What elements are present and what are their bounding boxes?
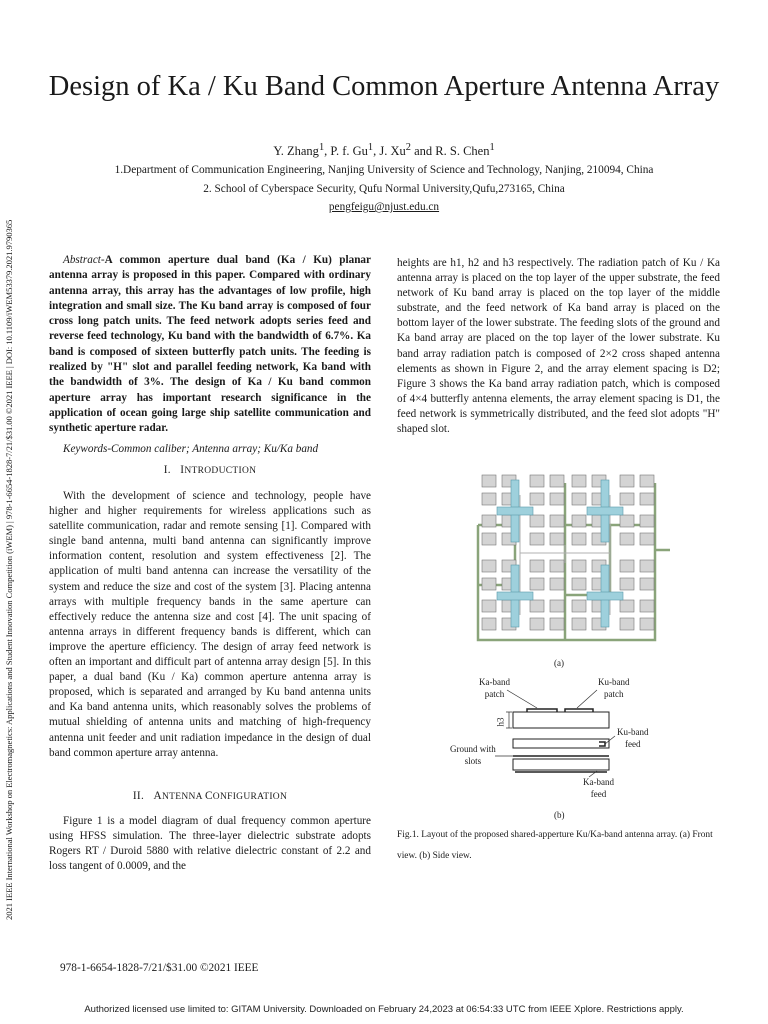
ka-butterfly-element [620, 533, 634, 545]
ka-butterfly-element [530, 515, 544, 527]
ka-butterfly-element [530, 533, 544, 545]
ka-butterfly-element [572, 493, 586, 505]
ka-butterfly-element [640, 493, 654, 505]
ka-butterfly-element [572, 515, 586, 527]
configuration-paragraph-right: heights are h1, h2 and h3 respectively. The radiation patch of Ku / Ka antenna array is placed on the top layer of the upper substrate, the feed network of Ku band array is placed on the top layer of the middle substrate, and the feed network of Ka band array is placed on the bottom layer of the lower substrate. The feeding slots of the ground and Ka band array are placed on the top layer of the lower substrate. Ku band array radiation patch is composed of 2×2 cross shaped antenna elements as shown in Figure 2, and the array element spacing is D2; Figure 3 shows the Ka band array radiation patch, which is composed of 4×4 butterfly antenna elements, the array element spacing is D1, the feed network is symmetrically distributed, and the feed slot adopts "H" shaped slot. [397, 257, 720, 436]
ka-patch-leader [507, 690, 537, 708]
ka-butterfly-element [640, 475, 654, 487]
figure-label-b: (b) [554, 810, 565, 820]
ka-butterfly-element [620, 600, 634, 612]
figure-caption: Fig.1. Layout of the proposed shared-apperture Ku/Ka-band antenna array. (a) Front view. (b) Side view. [397, 830, 713, 861]
ka-butterfly-element [620, 578, 634, 590]
ku-cross-patch [497, 592, 533, 600]
ka-butterfly-element [550, 475, 564, 487]
ka-butterfly-element [572, 475, 586, 487]
author-list: Y. Zhang$^1$, P. f. Gu$^1$, J. Xu$^2$ and R. S. Chen$^1$ [273, 142, 495, 159]
lower-substrate [513, 759, 609, 770]
ka-butterfly-element [550, 515, 564, 527]
ka-butterfly-element [640, 578, 654, 590]
figure-front-view [470, 465, 670, 650]
ka-butterfly-element [550, 578, 564, 590]
ka-butterfly-element [530, 493, 544, 505]
author-email[interactable]: pengfeigu@njust.edu.cn [328, 201, 440, 213]
upper-substrate [513, 712, 609, 728]
ka-butterfly-element [482, 533, 496, 545]
ka-butterfly-element [530, 600, 544, 612]
ka-butterfly-element [620, 493, 634, 505]
introduction-paragraph: With the development of science and technology, people have higher and higher requirements for wireless applications such as satellite communication, radar and remote sensing [1]. Compared with single band antenna, multi band antenna can significantly improve information content, resolution and system effectiveness [2]. The application of multi band antenna can increase the versatility of the system and reduce the size and cost of the system [3]. Placing antenna arrays with multiple frequency bands in the same aperture can effectively reduce the antenna size and cost [4]. The unit spacing of antenna arrays in different frequency bands is different, which can improve the aperture efficiency. The design of array feed network is often an important and difficult part of antenna array design [5]. In this paper, a dual band (Ku / Ka) common aperture antenna array is proposed, which is separated and arranged by Ku band antenna units and Ka band antenna units, which reasonably solves the problems of mutual shielding of antenna units and matching of high-frequency antenna unit feeder and unit radiation impedance in the design of dual band common aperture array antenna. [49, 490, 371, 759]
abstract-lead: Abstract- [63, 254, 105, 266]
affiliation-1: 1.Department of Communication Engineering, Nanjing University of Science and Technology, Nanjing, 210094, China [114, 164, 654, 176]
ka-butterfly-element [640, 533, 654, 545]
ka-butterfly-element [572, 560, 586, 572]
ka-butterfly-element [572, 600, 586, 612]
ka-butterfly-element [530, 475, 544, 487]
keywords: Keywords-Common caliber; Antenna array; Ku/Ka band [63, 443, 319, 455]
ka-butterfly-element [482, 475, 496, 487]
ka-butterfly-element [640, 600, 654, 612]
author-name: R. S. Chen [435, 144, 490, 159]
ka-butterfly-element [640, 560, 654, 572]
section-heading-antenna-configuration: II. ANTENNA CONFIGURATION [132, 790, 288, 802]
abstract [49, 253, 371, 437]
label-ground-with-slots: Ground with slots [450, 744, 496, 766]
h3-dimension [506, 712, 512, 728]
ku-cross-patch [497, 507, 533, 515]
ku-patch-leader [577, 690, 597, 708]
ka-butterfly-element [620, 515, 634, 527]
side-banner-text: 2021 IEEE International Workshop on Electromagnetics: Applications and Student Innovation Competition (iWEM) | 978-1-6654-1828-7/21/$31.00 ©2021 IEEE | DOI: 10.1109/iWEM53379.2021.9790365 [4, 219, 14, 920]
ka-butterfly-element [482, 578, 496, 590]
ka-butterfly-element [640, 515, 654, 527]
ka-butterfly-element [620, 560, 634, 572]
paper-title: Design of Ka / Ku Band Common Aperture Antenna Array [48, 71, 720, 102]
ku-cross-patch [587, 592, 623, 600]
label-ka-band-feed: Ka-band feed [583, 777, 614, 799]
ka-butterfly-element [620, 475, 634, 487]
ka-butterfly-element [482, 618, 496, 630]
abstract-body: A common aperture dual band (Ka / Ku) planar antenna array is proposed in this paper. Compared with ordinary antenna array, this array has the advantages of low profile, high integration and small size. The Ku band array is composed of four cross long patch units. The feed network adopts series feed and reverse feed technology, Ku band with the bandwidth of 6.7%. Ka band is composed of sixteen butterfly patch units. The feeding is realized by "H" slot and parallel feeding network, Ka band with the bandwidth of 3%. The design of Ka / Ku band common aperture array has important research significance in the application of ocean going large ship satellite communication and synthetic aperture radar. [49, 254, 371, 435]
ka-butterfly-element [550, 533, 564, 545]
middle-substrate [513, 739, 609, 748]
ka-butterfly-element [572, 578, 586, 590]
ka-butterfly-element [620, 618, 634, 630]
author-name: J. Xu [379, 144, 406, 159]
ka-butterfly-element [482, 600, 496, 612]
author-name: Y. Zhang [273, 144, 319, 159]
ka-butterfly-element [482, 560, 496, 572]
ka-butterfly-element [482, 493, 496, 505]
label-ku-band-feed: Ku-band feed [617, 727, 649, 749]
ka-butterfly-element [550, 493, 564, 505]
ka-butterfly-element [530, 618, 544, 630]
copyright-notice: 978-1-6654-1828-7/21/$31.00 ©2021 IEEE [60, 962, 259, 974]
section-heading-introduction: I. INTRODUCTION [163, 464, 257, 476]
license-footer: Authorized licensed use limited to: GITAM University. Downloaded on February 24,2023 at 06:54:33 UTC from IEEE Xplore. Restrictions apply. [84, 1004, 684, 1015]
ka-butterfly-element [572, 618, 586, 630]
label-h3: h3 [495, 717, 506, 727]
author-name: P. f. Gu [330, 144, 368, 159]
ka-butterfly-element [550, 600, 564, 612]
ka-butterfly-element [550, 560, 564, 572]
ka-butterfly-element [482, 515, 496, 527]
label-ka-band-patch: Ka-band patch [479, 677, 510, 699]
affiliation-2: 2. School of Cyberspace Security, Qufu Normal University,Qufu,273165, China [203, 183, 565, 195]
ka-butterfly-element [550, 618, 564, 630]
ka-butterfly-element [530, 560, 544, 572]
label-ku-band-patch: Ku-band patch [598, 677, 630, 699]
figure-label-a: (a) [554, 658, 564, 668]
configuration-paragraph-left: Figure 1 is a model diagram of dual frequency common aperture using HFSS simulation. The three-layer dielectric substrate adopts Rogers RT / Duroid 5880 with relative dielectric constant of 2.2 and loss tangent of 0.0009, and the [49, 815, 371, 873]
side-banner [4, 100, 20, 920]
ka-butterfly-element [530, 578, 544, 590]
ka-butterfly-element [640, 618, 654, 630]
ka-butterfly-element [572, 533, 586, 545]
ku-cross-patch [587, 507, 623, 515]
